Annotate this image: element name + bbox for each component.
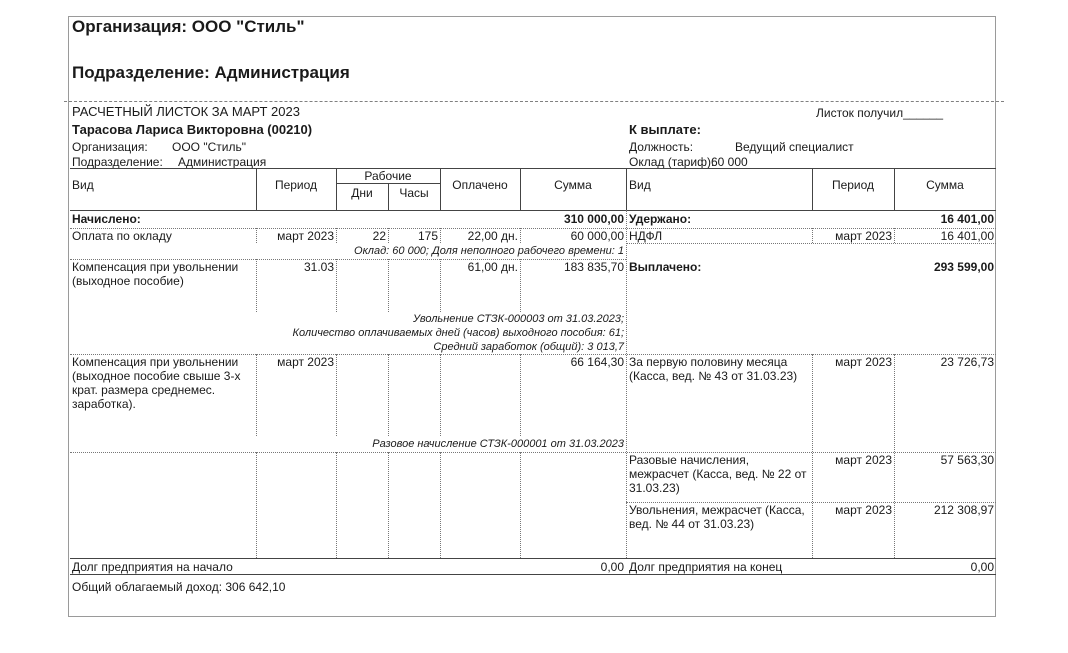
col-line xyxy=(626,168,627,210)
salary-row-period: март 2023 xyxy=(277,229,334,243)
header-bottom-line xyxy=(70,210,996,211)
table-top-line xyxy=(70,168,996,169)
payment-vid: Разовые начисления, межрасчет (Касса, вед. № 22 от 31.03.23) xyxy=(629,453,807,495)
comp1-paid: 61,00 дн. xyxy=(467,260,518,274)
paid-out-total: 293 599,00 xyxy=(933,260,994,274)
accrued-label: Начислено: xyxy=(72,212,141,226)
payment-sum: 212 308,97 xyxy=(933,503,994,517)
debt-line xyxy=(70,574,996,575)
col-line xyxy=(336,452,337,558)
col-line xyxy=(388,354,389,436)
comp1-vid: Компенсация при увольнении (выходное пособие) xyxy=(72,260,239,288)
slip-title: РАСЧЕТНЫЙ ЛИСТОК ЗА МАРТ 2023 xyxy=(72,104,300,119)
to-pay-label: К выплате: xyxy=(629,122,701,137)
salary-row-sum: 60 000,00 xyxy=(570,229,624,243)
payment-period: март 2023 xyxy=(835,453,892,467)
position-value: Ведущий специалист xyxy=(735,140,854,154)
organization-heading: Организация: ООО "Стиль" xyxy=(72,17,305,36)
comp1-period: 31.03 xyxy=(303,260,334,274)
salary-label: Оклад (тариф): xyxy=(629,155,715,169)
col-line xyxy=(256,452,257,558)
dept-label: Подразделение: xyxy=(72,155,163,169)
received-signature: Листок получил______ xyxy=(816,106,944,120)
col-header-days: Дни xyxy=(351,186,373,200)
col-header-work: Рабочие xyxy=(364,169,412,183)
salary-row-vid: Оплата по окладу xyxy=(72,229,172,243)
comp1-sum: 183 835,70 xyxy=(563,260,624,274)
cut-line xyxy=(64,101,1004,102)
payment-sum: 57 563,30 xyxy=(940,453,994,467)
paid-out-label: Выплачено: xyxy=(629,260,702,274)
col-header-period: Период xyxy=(274,178,318,192)
col-header-vid: Вид xyxy=(72,178,94,192)
ndfl-sum: 16 401,00 xyxy=(940,229,994,243)
withheld-label: Удержано: xyxy=(629,212,692,226)
row-line xyxy=(626,243,996,244)
col-line xyxy=(626,210,627,558)
salary-row-paid: 22,00 дн. xyxy=(467,229,518,243)
payment-sum: 23 726,73 xyxy=(940,355,994,369)
col-line xyxy=(520,452,521,558)
employee-name: Тарасова Лариса Викторовна (00210) xyxy=(72,122,313,137)
position-label: Должность: xyxy=(629,140,694,154)
org-label: Организация: xyxy=(72,140,148,154)
salary-row-hours: 175 xyxy=(417,229,438,243)
comp2-vid: Компенсация при увольнении (выходное пособие свыше 3-х крат. размера среднемес. заработка). xyxy=(72,355,241,411)
col-line xyxy=(336,259,337,312)
col-line xyxy=(388,452,389,558)
withheld-total: 16 401,00 xyxy=(940,212,994,226)
col-header-period-right: Период xyxy=(831,178,875,192)
payment-period: март 2023 xyxy=(835,355,892,369)
payment-vid: За первую половину месяца (Касса, вед. № 43 от 31.03.23) xyxy=(629,355,798,383)
accrued-total: 310 000,00 xyxy=(563,212,624,226)
org-value: ООО "Стиль" xyxy=(172,140,246,154)
col-header-paid: Оплачено xyxy=(452,178,508,192)
table-bottom-line xyxy=(70,558,996,559)
col-line xyxy=(336,354,337,436)
col-header-hours: Часы xyxy=(399,186,429,200)
col-header-vid-right: Вид xyxy=(629,178,651,192)
col-header-sum-right: Сумма xyxy=(926,178,964,192)
salary-row-note: Оклад: 60 000; Доля неполного рабочего времени: 1 xyxy=(354,245,624,257)
department-heading: Подразделение: Администрация xyxy=(72,63,350,82)
comp1-note-2: Количество оплачиваемых дней (часов) выходного пособия: 61; xyxy=(292,327,624,339)
ndfl-vid: НДФЛ xyxy=(629,229,663,243)
col-line xyxy=(388,259,389,312)
dept-value: Администрация xyxy=(178,155,267,169)
payment-vid: Увольнения, межрасчет (Касса, вед. № 44 от 31.03.23) xyxy=(629,503,805,531)
ndfl-period: март 2023 xyxy=(835,229,892,243)
col-header-sum: Сумма xyxy=(554,178,592,192)
debt-end-value: 0,00 xyxy=(970,560,994,574)
comp2-note: Разовое начисление СТЗК-000001 от 31.03.2023 xyxy=(372,438,624,450)
col-line xyxy=(440,354,441,436)
comp1-note-3: Средний заработок (общий): 3 013,7 xyxy=(433,341,624,353)
taxable-income: Общий облагаемый доход: 306 642,10 xyxy=(72,580,286,594)
debt-start-label: Долг предприятия на начало xyxy=(72,560,233,574)
payment-period: март 2023 xyxy=(835,503,892,517)
col-line xyxy=(440,452,441,558)
salary-row-days: 22 xyxy=(372,229,386,243)
debt-end-label: Долг предприятия на конец xyxy=(629,560,783,574)
comp2-sum: 66 164,30 xyxy=(570,355,624,369)
comp1-note-1: Увольнение СТЗК-000003 от 31.03.2023; xyxy=(413,313,624,325)
salary-value: 60 000 xyxy=(711,155,748,169)
debt-start-value: 0,00 xyxy=(600,560,624,574)
comp2-period: март 2023 xyxy=(277,355,334,369)
